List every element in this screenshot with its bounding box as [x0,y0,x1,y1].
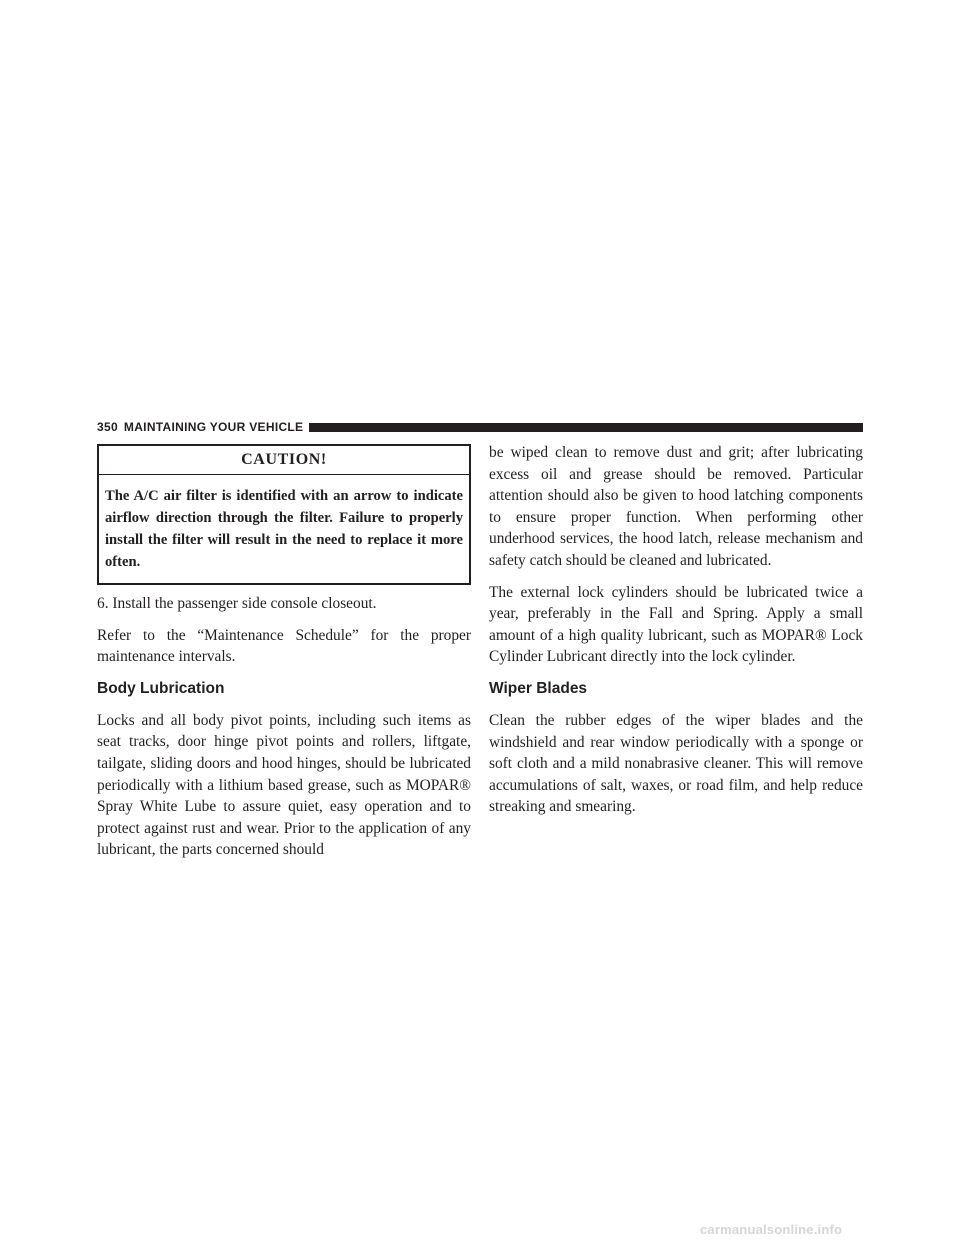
continued-paragraph: be wiped clean to remove dust and grit; after lubricating excess oil and grease should be removed. Particular attention should also be given to hood latching components to ensure proper function. When performing other underhood services, the hood latch, release mechanism and safety catch should be cleaned and lubricated. [489,444,863,569]
step-6: 6. Install the passenger side console closeout. [97,595,377,612]
wiper-blades-paragraph: Clean the rubber edges of the wiper blades and the windshield and rear window periodically with a sponge or soft cloth and a mild nonabrasive cleaner. This will remove accumulations of salt, waxes, or road film, and help reduce streaking and smearing. [489,711,863,816]
section-title: MAINTAINING YOUR VEHICLE [123,420,304,434]
caution-heading: CAUTION! [99,446,469,475]
header-rule [309,423,863,432]
lock-cylinder-paragraph: The external lock cylinders should be lubricated twice a year, preferably in the Fall and Spring. Apply a small amount of a high quality lubricant, such as MOPAR® Lock Cylinder Lubricant directly into the lock cylinder. [489,583,863,666]
caution-box [97,444,471,585]
caution-text: The A/C air filter is identified with an arrow to indicate airflow direction through the filter. Failure to properly install the filter will result in the need to replace it more often. [105,488,463,570]
refer-paragraph: Refer to the “Maintenance Schedule” for the proper maintenance intervals. [97,626,471,666]
body-lubrication-heading: Body Lubrication [97,679,225,697]
page-number: 350 [97,420,118,434]
left-column [97,444,471,871]
page-header [97,420,863,434]
watermark-text: carmanualsonline.info [700,1222,843,1237]
wiper-blades-heading: Wiper Blades [489,679,588,697]
body-lubrication-paragraph: Locks and all body pivot points, including such items as seat tracks, door hinge pivot points and rollers, liftgate, tailgate, sliding doors and hood hinges, should be lubricated periodically with a lithium based grease, such as MOPAR® Spray White Lube to assure quiet, easy operation and to protect against rust and wear. Prior to the application of any lubricant, the parts concerned should [97,711,471,859]
right-column [489,442,863,828]
